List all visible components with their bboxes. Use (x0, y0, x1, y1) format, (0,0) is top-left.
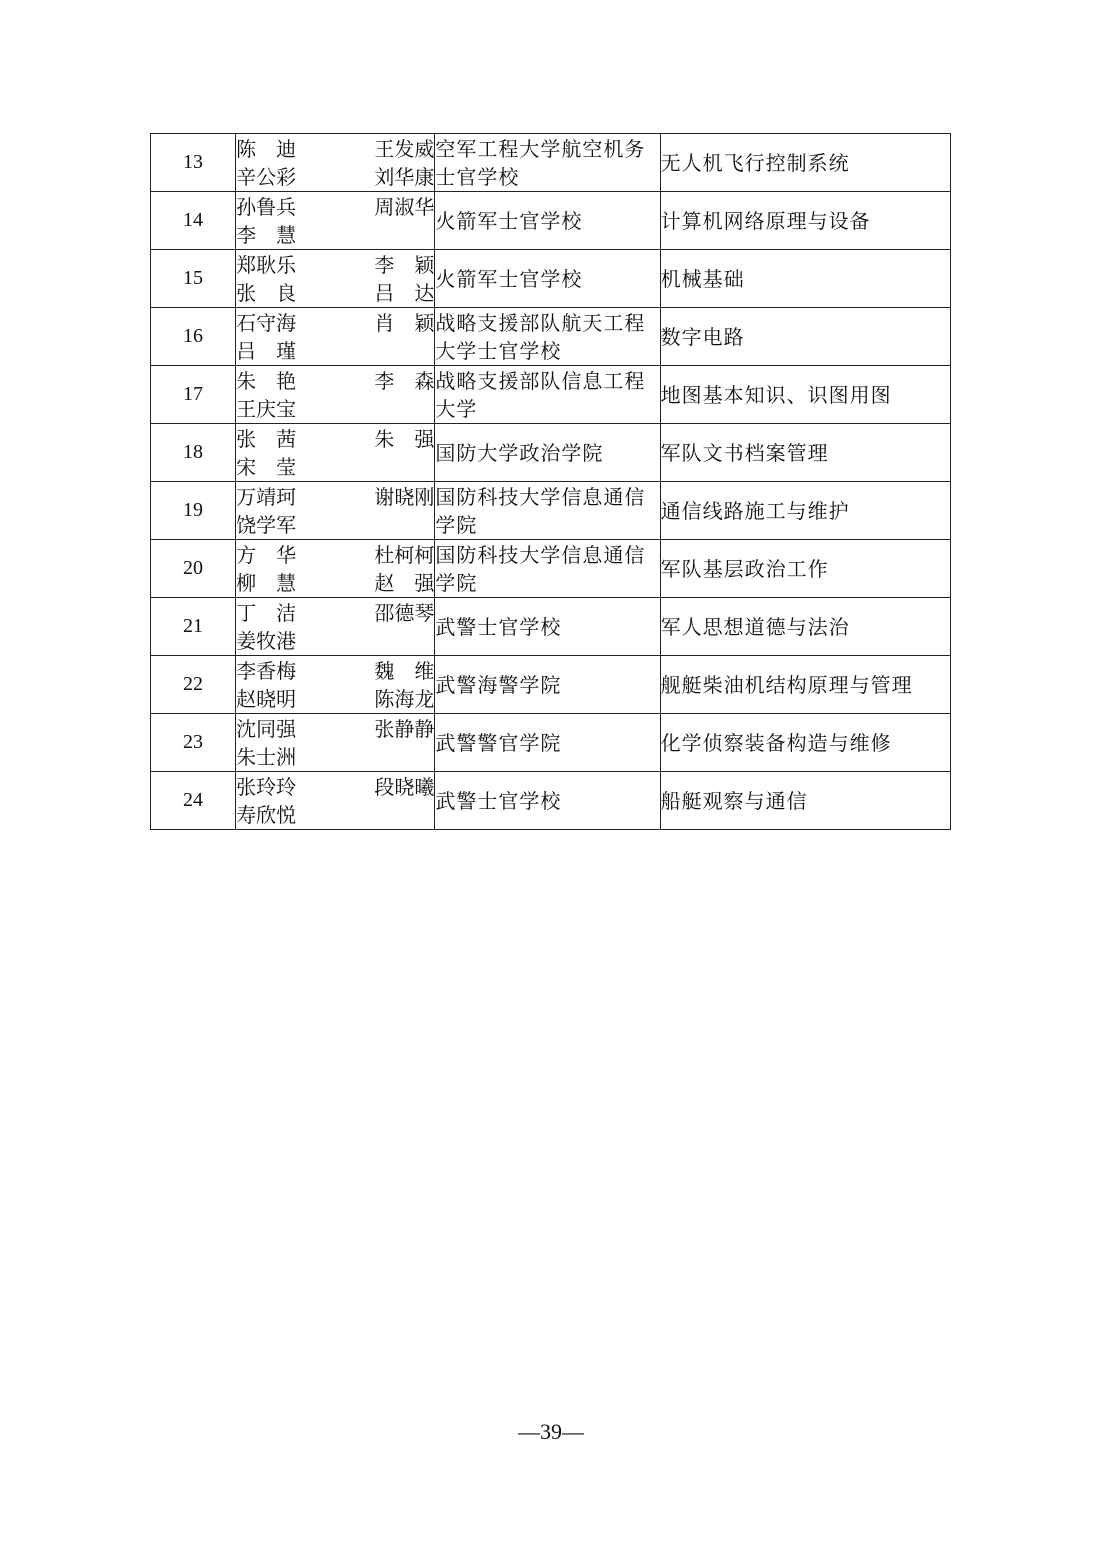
table-row (151, 308, 951, 366)
author-names (236, 598, 435, 656)
author-name: 寿欣悦 (236, 802, 297, 827)
course-name: 通信线路施工与维护 (660, 482, 950, 540)
unit-name: 国防科技大学信息通信学院 (435, 482, 660, 540)
name-line (236, 773, 434, 801)
author-names (236, 134, 435, 192)
author-name: 魏 维 (374, 658, 435, 683)
course-name: 计算机网络原理与设备 (660, 192, 950, 250)
table-row (151, 540, 951, 598)
table-row (151, 366, 951, 424)
author-name: 辛公彩 (236, 164, 297, 189)
author-names (236, 424, 435, 482)
page-number: —39— (518, 1419, 584, 1444)
author-names (236, 482, 435, 540)
author-name: 王发威 (374, 136, 435, 161)
author-name: 张静静 (374, 716, 435, 741)
author-name: 宋 莹 (236, 454, 297, 479)
course-name: 军队基层政治工作 (660, 540, 950, 598)
author-name: 李 颖 (374, 252, 435, 277)
author-name: 赵晓明 (236, 686, 297, 711)
author-name: 柳 慧 (236, 570, 297, 595)
table-body (151, 134, 951, 830)
name-line (236, 483, 434, 511)
unit-name: 武警士官学校 (435, 772, 660, 830)
author-name: 朱 强 (374, 426, 435, 451)
author-name: 段晓曦 (374, 774, 435, 799)
name-line (236, 599, 434, 627)
author-name: 刘华康 (374, 164, 435, 189)
name-line (236, 657, 434, 685)
unit-name: 武警海警学院 (435, 656, 660, 714)
author-name: 郑耿乐 (236, 252, 297, 277)
name-line (236, 715, 434, 743)
row-number: 15 (151, 250, 236, 308)
table-row (151, 656, 951, 714)
unit-name: 国防大学政治学院 (435, 424, 660, 482)
author-name: 石守海 (236, 310, 297, 335)
course-name: 船艇观察与通信 (660, 772, 950, 830)
name-line (236, 367, 434, 395)
author-names (236, 366, 435, 424)
author-name: 张玲玲 (236, 774, 297, 799)
author-name: 陈 迪 (236, 136, 297, 161)
author-name: 万靖珂 (236, 484, 297, 509)
name-line (236, 193, 434, 221)
unit-name: 火箭军士官学校 (435, 192, 660, 250)
unit-name: 空军工程大学航空机务士官学校 (435, 134, 660, 192)
name-line (236, 395, 434, 423)
author-name: 张 良 (236, 280, 297, 305)
table-row (151, 192, 951, 250)
row-number: 23 (151, 714, 236, 772)
row-number: 18 (151, 424, 236, 482)
name-line (236, 627, 434, 655)
name-line (236, 453, 434, 481)
course-name: 化学侦察装备构造与维修 (660, 714, 950, 772)
row-number: 17 (151, 366, 236, 424)
author-names (236, 192, 435, 250)
table-row (151, 772, 951, 830)
course-name: 军队文书档案管理 (660, 424, 950, 482)
name-line (236, 569, 434, 597)
name-line (236, 425, 434, 453)
name-line (236, 221, 434, 249)
unit-name: 火箭军士官学校 (435, 250, 660, 308)
author-name: 李 慧 (236, 222, 297, 247)
author-name: 沈同强 (236, 716, 297, 741)
row-number: 13 (151, 134, 236, 192)
table-row (151, 424, 951, 482)
unit-name: 国防科技大学信息通信学院 (435, 540, 660, 598)
unit-name: 武警警官学院 (435, 714, 660, 772)
row-number: 22 (151, 656, 236, 714)
course-name: 数字电路 (660, 308, 950, 366)
author-name: 朱士洲 (236, 744, 297, 769)
author-name: 姜牧港 (236, 628, 297, 653)
row-number: 19 (151, 482, 236, 540)
author-name: 肖 颖 (374, 310, 435, 335)
author-name: 李 森 (374, 368, 435, 393)
unit-name: 战略支援部队信息工程大学 (435, 366, 660, 424)
name-line (236, 251, 434, 279)
row-number: 14 (151, 192, 236, 250)
table-row (151, 134, 951, 192)
author-names (236, 656, 435, 714)
author-name: 朱 艳 (236, 368, 297, 393)
author-name: 方 华 (236, 542, 297, 567)
author-names (236, 714, 435, 772)
table-row (151, 250, 951, 308)
name-line (236, 541, 434, 569)
author-names (236, 772, 435, 830)
table-row (151, 482, 951, 540)
author-name: 吕 达 (374, 280, 435, 305)
course-name: 无人机飞行控制系统 (660, 134, 950, 192)
author-name: 陈海龙 (374, 686, 435, 711)
course-name: 舰艇柴油机结构原理与管理 (660, 656, 950, 714)
author-name: 赵 强 (374, 570, 435, 595)
row-number: 21 (151, 598, 236, 656)
name-line (236, 163, 434, 191)
author-name: 张 茜 (236, 426, 297, 451)
name-line (236, 685, 434, 713)
name-line (236, 279, 434, 307)
author-names (236, 250, 435, 308)
row-number: 24 (151, 772, 236, 830)
author-name: 周淑华 (374, 194, 435, 219)
author-name: 丁 洁 (236, 600, 297, 625)
author-names (236, 540, 435, 598)
author-name: 李香梅 (236, 658, 297, 683)
name-line (236, 135, 434, 163)
awards-table (150, 133, 951, 830)
name-line (236, 801, 434, 829)
table-row (151, 714, 951, 772)
author-name: 吕 瑾 (236, 338, 297, 363)
course-name: 机械基础 (660, 250, 950, 308)
author-name: 饶学军 (236, 512, 297, 537)
table-row (151, 598, 951, 656)
row-number: 20 (151, 540, 236, 598)
author-name: 王庆宝 (236, 396, 297, 421)
author-names (236, 308, 435, 366)
name-line (236, 337, 434, 365)
unit-name: 战略支援部队航天工程大学士官学校 (435, 308, 660, 366)
row-number: 16 (151, 308, 236, 366)
name-line (236, 511, 434, 539)
name-line (236, 309, 434, 337)
author-name: 杜柯柯 (374, 542, 435, 567)
author-name: 邵德琴 (374, 600, 435, 625)
course-name: 军人思想道德与法治 (660, 598, 950, 656)
course-name: 地图基本知识、识图用图 (660, 366, 950, 424)
unit-name: 武警士官学校 (435, 598, 660, 656)
author-name: 孙鲁兵 (236, 194, 297, 219)
author-name: 谢晓刚 (374, 484, 435, 509)
name-line (236, 743, 434, 771)
